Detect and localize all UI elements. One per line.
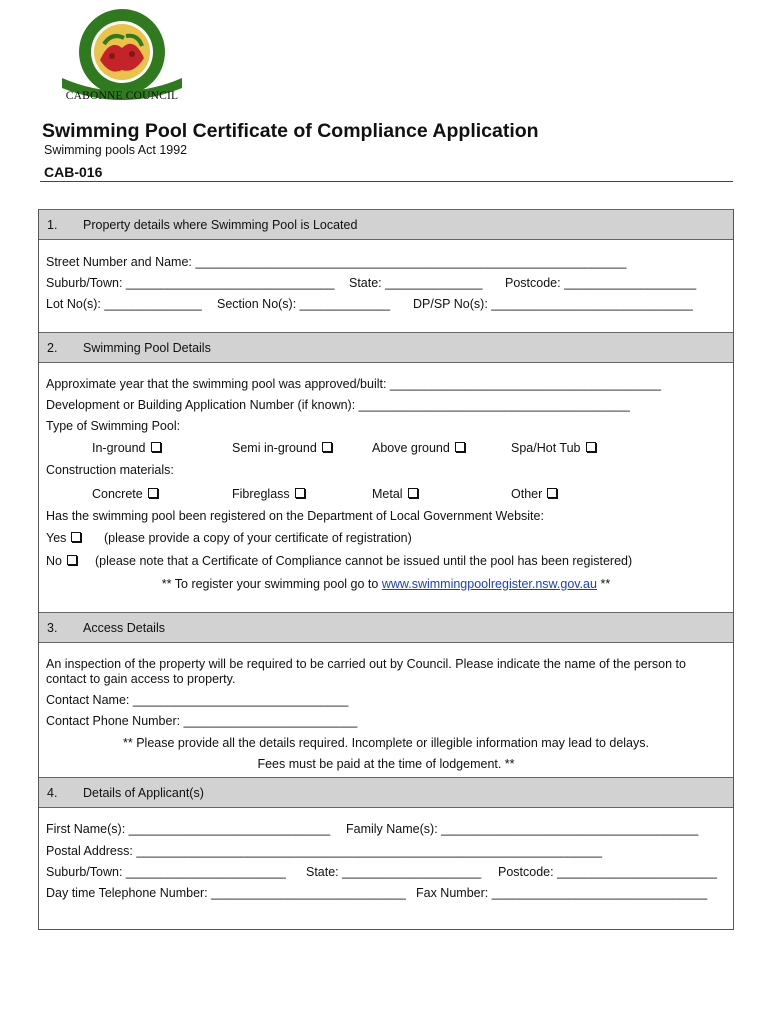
- lot-field[interactable]: Lot No(s): ______________: [46, 297, 202, 311]
- registered-yes[interactable]: Yes: [46, 531, 81, 546]
- applicant-postcode-field[interactable]: Postcode: _______________________: [498, 865, 717, 879]
- checkbox-icon[interactable]: [322, 442, 332, 452]
- section-header-pool-details: [39, 332, 733, 363]
- fees-note: Fees must be paid at the time of lodgement. **: [257, 757, 515, 771]
- form-code: CAB-016: [44, 164, 103, 180]
- logo-caption: CABONNE COUNCIL: [65, 90, 179, 102]
- suburb-field[interactable]: Suburb/Town: ______________________________: [46, 276, 335, 290]
- section-title: Access Details: [83, 621, 165, 635]
- registered-question: Has the swimming pool been registered on the Department of Local Government Website:: [46, 509, 544, 523]
- section-header-property: [39, 209, 733, 240]
- page-title: Swimming Pool Certificate of Compliance Application: [42, 120, 539, 142]
- materials-label: Construction materials:: [46, 463, 174, 477]
- register-instruction: ** To register your swimming pool go to www.swimmingpoolregister.nsw.gov.au **: [161, 577, 611, 591]
- postal-address-field[interactable]: Postal Address: ___________________________________________________________________: [46, 844, 603, 858]
- checkbox-icon[interactable]: [408, 488, 418, 498]
- year-built-field[interactable]: Approximate year that the swimming pool was approved/built: _______________________________________: [46, 377, 662, 391]
- state-field[interactable]: State: ______________: [349, 276, 483, 290]
- street-field[interactable]: Street Number and Name: ______________________________________________________________: [46, 255, 627, 269]
- section-title: Property details where Swimming Pool is Located: [83, 218, 358, 232]
- checkbox-icon[interactable]: [586, 442, 596, 452]
- access-intro-line2: contact to gain access to property.: [46, 672, 236, 686]
- section-number: 1.: [47, 218, 58, 232]
- family-name-field[interactable]: Family Name(s): _____________________________________: [346, 822, 699, 836]
- telephone-field[interactable]: Day time Telephone Number: ____________________________: [46, 886, 406, 900]
- fax-field[interactable]: Fax Number: _______________________________: [416, 886, 708, 900]
- material-other[interactable]: Other: [511, 487, 557, 502]
- access-intro-line1: An inspection of the property will be required to be carried out by Council. Please indicate the name of the person to: [46, 657, 686, 671]
- section-number: 2.: [47, 341, 58, 355]
- details-note: ** Please provide all the details required. Incomplete or illegible information may lead to delays.: [123, 736, 649, 750]
- postcode-field[interactable]: Postcode: ___________________: [505, 276, 697, 290]
- section-no-field[interactable]: Section No(s): _____________: [217, 297, 391, 311]
- registered-no-note: (please note that a Certificate of Compliance cannot be issued until the pool has been registered): [95, 554, 633, 568]
- header-divider: [40, 181, 733, 182]
- material-fibreglass[interactable]: Fibreglass: [232, 487, 305, 502]
- page-subtitle: Swimming pools Act 1992: [44, 143, 188, 157]
- material-metal[interactable]: Metal: [372, 487, 418, 502]
- section-header-applicant: [39, 777, 733, 808]
- pool-type-label: Type of Swimming Pool:: [46, 419, 181, 433]
- application-number-field[interactable]: Development or Building Application Number (if known): _______________________________________: [46, 398, 630, 412]
- registered-yes-note: (please provide a copy of your certificate of registration): [104, 531, 412, 545]
- register-link[interactable]: www.swimmingpoolregister.nsw.gov.au: [381, 577, 597, 591]
- first-name-field[interactable]: First Name(s): _____________________________: [46, 822, 331, 836]
- pool-type-inground[interactable]: In-ground: [92, 441, 161, 456]
- checkbox-icon[interactable]: [151, 442, 161, 452]
- pool-type-above-ground[interactable]: Above ground: [372, 441, 465, 456]
- applicant-state-field[interactable]: State: ____________________: [306, 865, 482, 879]
- applicant-suburb-field[interactable]: Suburb/Town: _______________________: [46, 865, 286, 879]
- contact-name-field[interactable]: Contact Name: _______________________________: [46, 693, 349, 707]
- section-number: 3.: [47, 621, 58, 635]
- checkbox-icon[interactable]: [67, 555, 77, 565]
- section-header-access: [39, 612, 733, 643]
- checkbox-icon[interactable]: [455, 442, 465, 452]
- pool-type-semi-inground[interactable]: Semi in-ground: [232, 441, 332, 456]
- registered-no[interactable]: No: [46, 554, 77, 569]
- section-title: Swimming Pool Details: [83, 341, 211, 355]
- pool-type-spa[interactable]: Spa/Hot Tub: [511, 441, 596, 456]
- section-title: Details of Applicant(s): [83, 786, 204, 800]
- checkbox-icon[interactable]: [547, 488, 557, 498]
- checkbox-icon[interactable]: [148, 488, 158, 498]
- checkbox-icon[interactable]: [295, 488, 305, 498]
- section-number: 4.: [47, 786, 58, 800]
- material-concrete[interactable]: Concrete: [92, 487, 158, 502]
- contact-phone-field[interactable]: Contact Phone Number: _________________________: [46, 714, 358, 728]
- dpsp-field[interactable]: DP/SP No(s): _____________________________: [413, 297, 693, 311]
- checkbox-icon[interactable]: [71, 532, 81, 542]
